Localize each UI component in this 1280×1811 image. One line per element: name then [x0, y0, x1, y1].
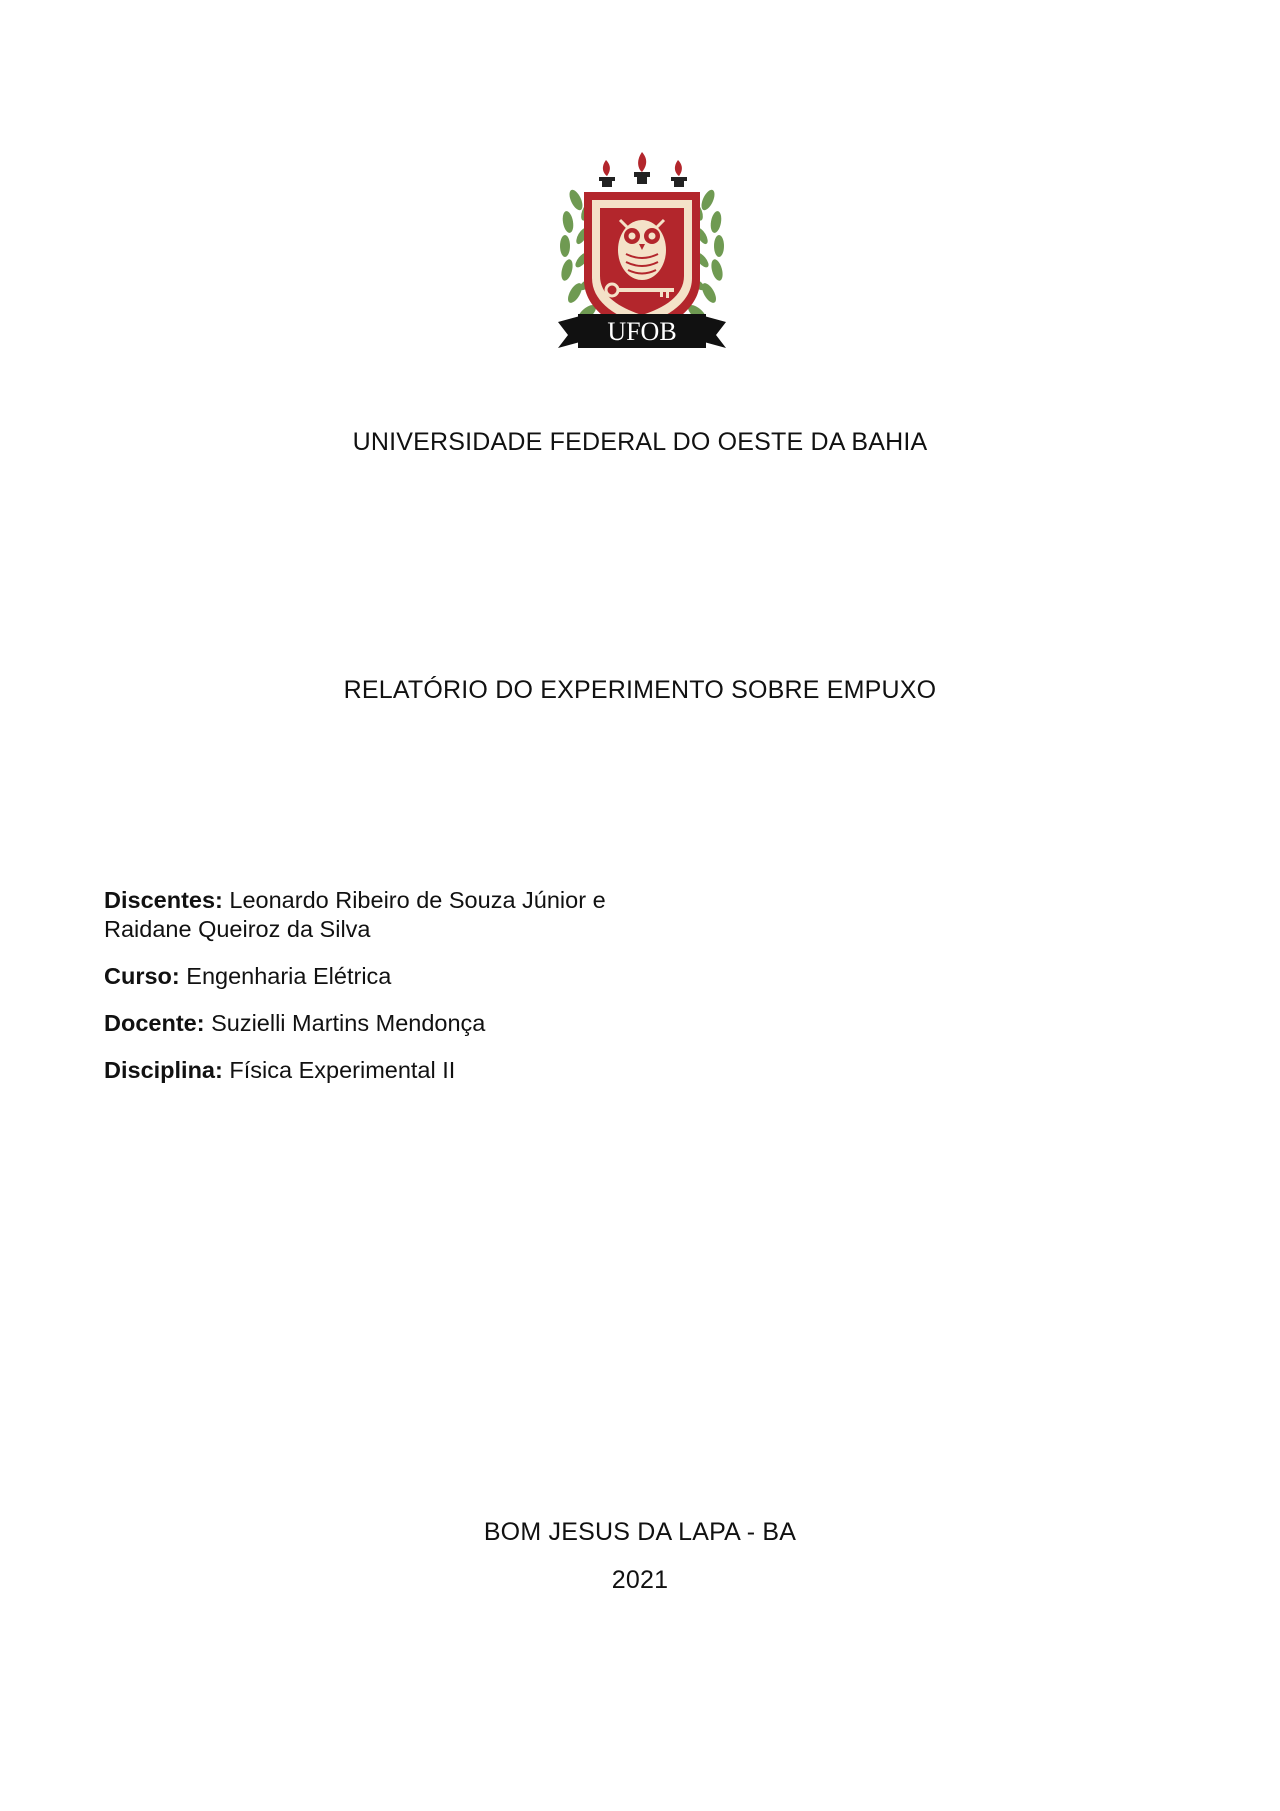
ufob-logo-text: UFOB — [607, 317, 677, 346]
docente-value: Suzielli Martins Mendonça — [211, 1010, 486, 1036]
year: 2021 — [611, 1566, 669, 1594]
owl-icon — [618, 220, 666, 280]
docente-label: Docente: — [104, 1010, 205, 1036]
disciplina-value: Física Experimental II — [229, 1057, 456, 1083]
report-title: RELATÓRIO DO EXPERIMENTO SOBRE EMPUXO — [343, 676, 937, 704]
torches-icon — [599, 152, 687, 187]
curso-label: Curso: — [104, 963, 180, 989]
city-state: BOM JESUS DA LAPA - BA — [483, 1518, 797, 1546]
discentes-label: Discentes: — [104, 887, 223, 913]
university-name: UNIVERSIDADE FEDERAL DO OESTE DA BAHIA — [352, 428, 928, 456]
discentes-value: Leonardo Ribeiro de Souza Júnior e — [229, 887, 606, 913]
docente-row — [104, 1009, 664, 1038]
disciplina-label: Disciplina: — [104, 1057, 223, 1083]
ufob-banner — [558, 314, 726, 348]
discentes-row — [104, 886, 664, 944]
disciplina-row — [104, 1056, 664, 1085]
discentes-value-line2: Raidane Queiroz da Silva — [104, 916, 371, 942]
ufob-logo — [554, 150, 730, 360]
curso-row — [104, 962, 664, 991]
curso-value: Engenharia Elétrica — [186, 963, 392, 989]
report-info — [104, 886, 664, 1103]
